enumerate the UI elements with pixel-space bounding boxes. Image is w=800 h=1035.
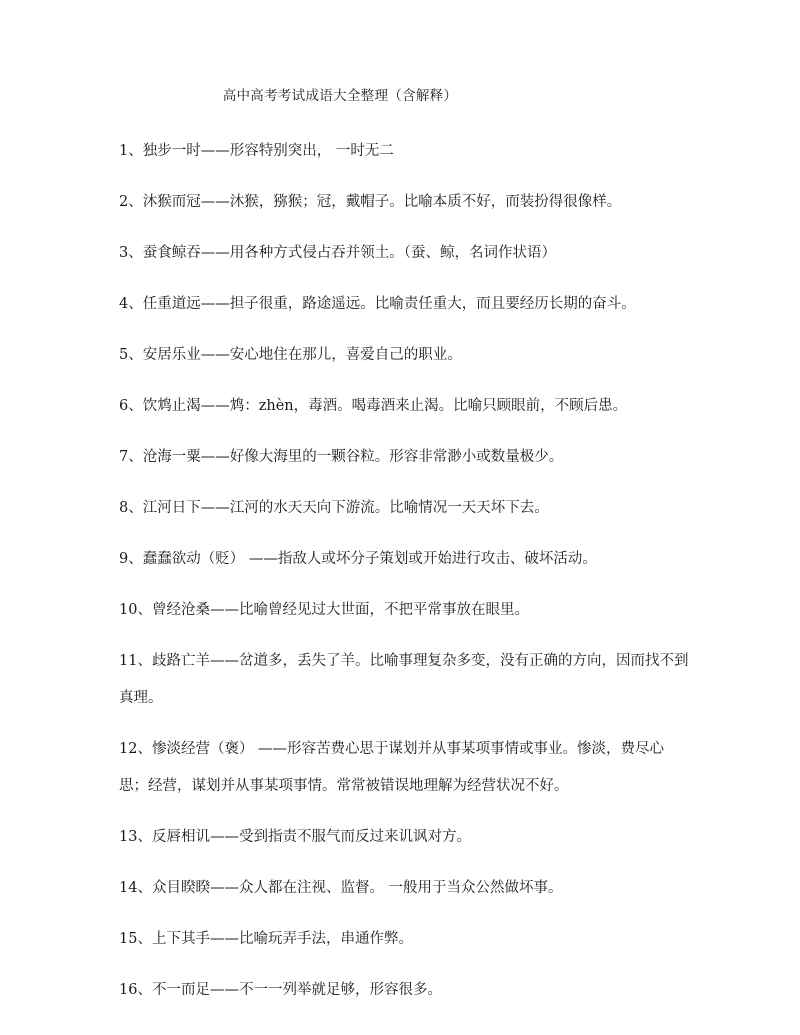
- idiom-list: [119, 133, 689, 1023]
- idiom-entry-1: 1、独步一时——形容特别突出， 一时无二: [119, 143, 394, 159]
- idiom-entry-8: 8、江河日下——江河的水天天向下游流。比喻情况一天天坏下去。: [119, 500, 549, 516]
- document-title: 高中高考考试成语大全整理（含解释）: [222, 88, 458, 104]
- idiom-entry-4: 4、任重道远——担子很重，路途遥远。比喻责任重大，而且要经历长期的奋斗。: [119, 296, 636, 312]
- idiom-entry-12: 12、惨淡经营（褒） ——形容苦费心思于谋划并从事某项事情或事业。惨淡，费尽心思；经营，谋划并从事某项事情。常常被错误地理解为经营状况不好。: [119, 741, 665, 794]
- idiom-entry-2: 2、沐猴而冠——沐猴，猕猴；冠，戴帽子。比喻本质不好，而装扮得很像样。: [119, 194, 622, 210]
- idiom-entry-6: 6、饮鸩止渴——鸩：zhèn，毒酒。喝毒酒来止渴。比喻只顾眼前，不顾后患。: [119, 398, 628, 414]
- idiom-entry-7: 7、沧海一粟——好像大海里的一颗谷粒。形容非常渺小或数量极少。: [119, 449, 564, 465]
- idiom-entry-16: 16、不一而足——不一一列举就足够，形容很多。: [119, 982, 442, 998]
- idiom-entry-11: 11、歧路亡羊——岔道多，丢失了羊。比喻事理复杂多变，没有正确的方向，因而找不到真理。: [119, 653, 689, 706]
- idiom-entry-9: 9、蠢蠢欲动（贬） ——指敌人或坏分子策划或开始进行攻击、破坏活动。: [119, 551, 597, 567]
- idiom-entry-5: 5、安居乐业——安心地住在那儿，喜爱自己的职业。: [119, 347, 462, 363]
- idiom-entry-14: 14、众目睽睽——众人都在注视、监督。 一般用于当众公然做坏事。: [119, 880, 563, 896]
- idiom-entry-15: 15、上下其手——比喻玩弄手法，串通作弊。: [119, 931, 413, 947]
- idiom-entry-3: 3、蚕食鲸吞——用各种方式侵占吞并领土。（蚕、鲸，名词作状语）: [119, 245, 556, 261]
- idiom-entry-13: 13、反唇相讥——受到指责不服气而反过来讥讽对方。: [119, 829, 471, 845]
- idiom-entry-10: 10、曾经沧桑——比喻曾经见过大世面，不把平常事放在眼里。: [119, 602, 529, 618]
